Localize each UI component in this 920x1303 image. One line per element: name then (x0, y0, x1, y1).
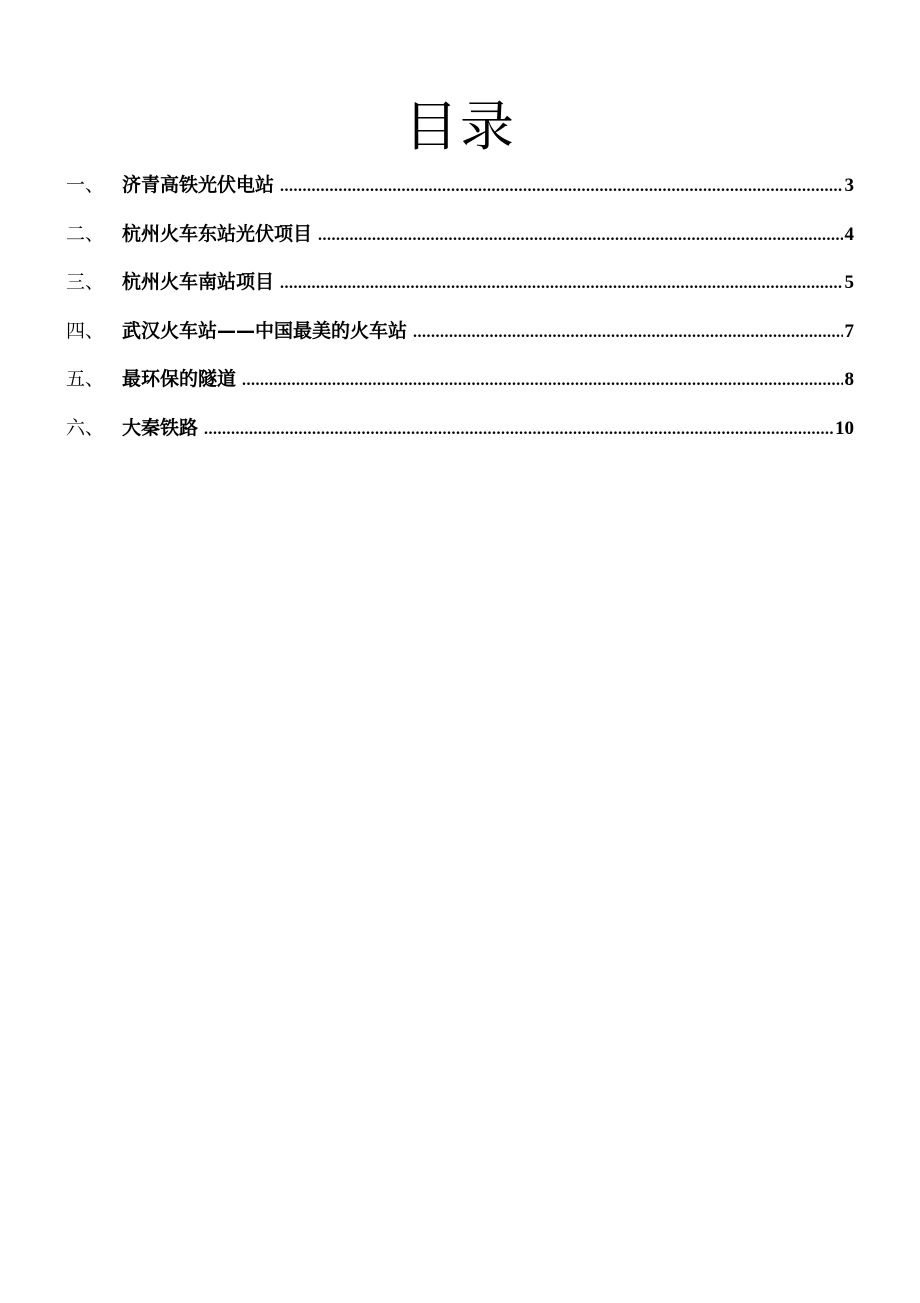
toc-entry-page: 4 (844, 223, 854, 245)
toc-dot-leader (204, 416, 833, 444)
toc-entry-number: 一、 (66, 174, 105, 196)
toc-entry-number: 五、 (66, 368, 105, 391)
toc-entry-page: 3 (844, 175, 854, 196)
toc-dot-leader (242, 367, 842, 395)
toc-entry-number: 四、 (66, 319, 105, 342)
toc-entry[interactable] (66, 365, 854, 414)
toc-entry[interactable] (66, 171, 854, 220)
toc-entry-title: 大秦铁路 (122, 416, 199, 439)
toc-title: 目录 (404, 95, 516, 158)
toc-entry-page: 7 (844, 320, 854, 342)
toc-entry-number: 六、 (66, 416, 105, 439)
toc-entry[interactable] (66, 317, 854, 366)
toc-entry[interactable] (66, 268, 854, 317)
toc-entry-number: 二、 (66, 222, 105, 245)
toc-entry-page: 8 (844, 369, 854, 391)
toc-dot-leader (318, 222, 842, 250)
toc-entry-title: 济青高铁光伏电站 (122, 174, 275, 196)
toc-entry-title: 杭州火车东站光伏项目 (122, 222, 313, 245)
toc-list (66, 171, 854, 463)
toc-dot-leader (413, 319, 842, 347)
toc-dot-leader (280, 270, 842, 298)
toc-entry-page: 5 (844, 272, 854, 294)
toc-entry-title: 武汉火车站——中国最美的火车站 (122, 319, 408, 342)
toc-dot-leader (280, 173, 842, 201)
toc-entry[interactable] (66, 220, 854, 269)
toc-entry-page: 10 (835, 417, 854, 439)
toc-entry-title: 最环保的隧道 (122, 368, 237, 391)
toc-entry[interactable] (66, 414, 854, 463)
toc-entry-title: 杭州火车南站项目 (122, 271, 275, 294)
toc-entry-number: 三、 (66, 271, 105, 294)
